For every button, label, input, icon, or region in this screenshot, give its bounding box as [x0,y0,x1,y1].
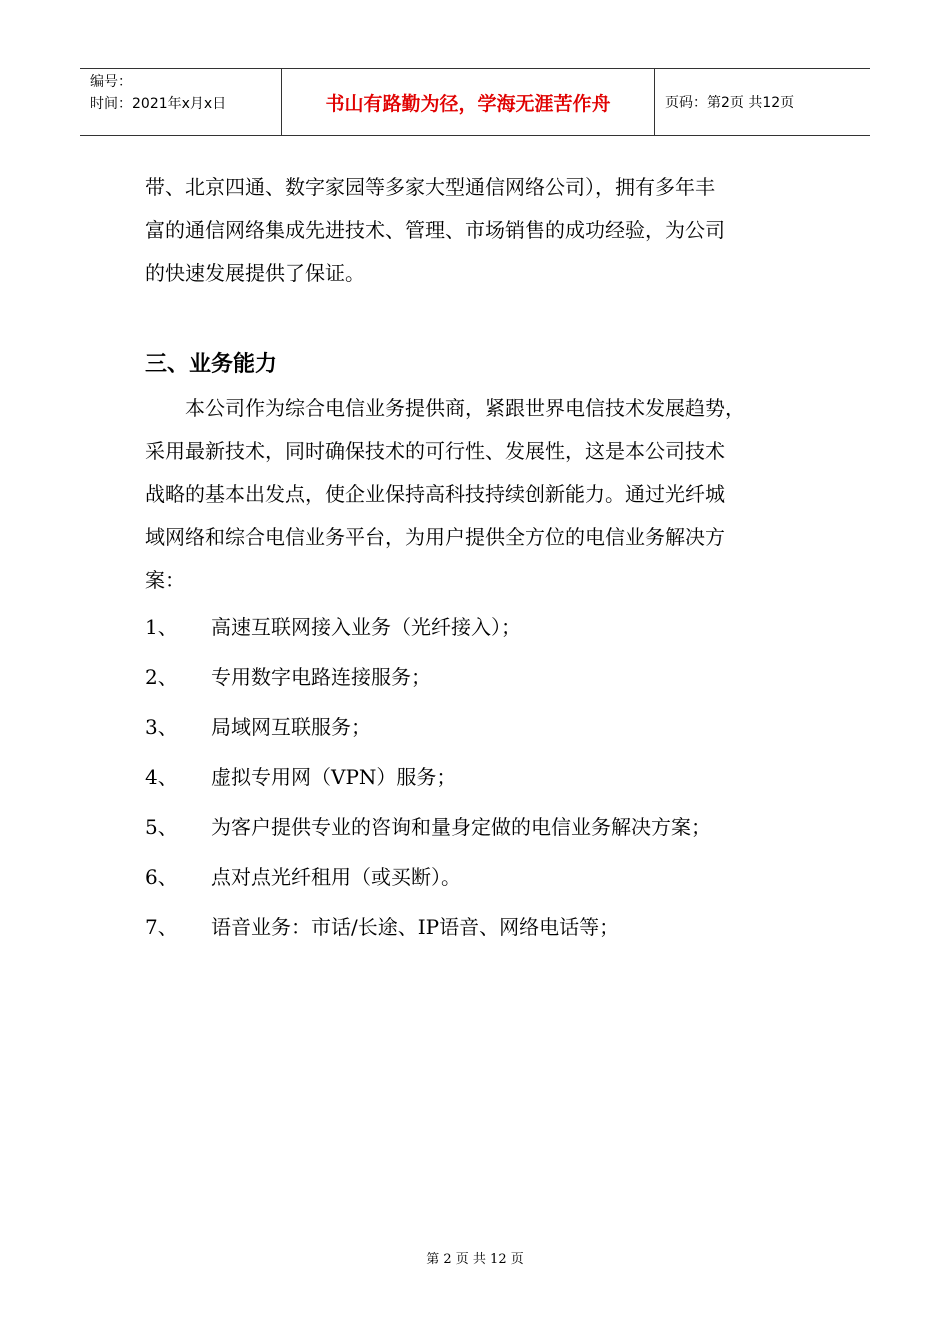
list-item [145,852,845,902]
paragraph-line: 富的通信网络集成先进技术、管理、市场销售的成功经验，为公司 [145,218,725,242]
paragraph-line: 案： [145,568,185,592]
paragraph-line: 采用最新技术，同时确保技术的可行性、发展性，这是本公司技术 [145,439,725,463]
header-meta [80,69,282,135]
list-text: 语音业务：市话/长途、IP语音、网络电话等； [211,915,620,939]
list-number: 3、 [145,715,178,739]
header-page-info: 页码：第2页 共12页 [665,95,795,111]
list-text: 高速互联网接入业务（光纤接入）； [211,615,521,639]
list-text: 虚拟专用网（VPN）服务； [211,765,457,789]
list-text: 点对点光纤租用（或买断）。 [211,865,461,889]
header-motto: 书山有路勤为径，学海无涯苦作舟 [282,69,655,135]
paragraph-1 [145,166,845,295]
paragraph-line: 战略的基本出发点，使企业保持高科技持续创新能力。通过光纤城 [145,482,725,506]
list-number: 7、 [145,915,178,939]
paragraph-2 [145,387,845,602]
list-item [145,902,845,952]
code-label: 编号： [90,74,132,90]
paragraph-line: 本公司作为综合电信业务提供商，紧跟世界电信技术发展趋势， [145,396,745,420]
paragraph-line: 的快速发展提供了保证。 [145,261,365,285]
list-number: 2、 [145,665,178,689]
list-item [145,602,845,652]
list-item [145,802,845,852]
paragraph-line: 带、北京四通、数字家园等多家大型通信网络公司），拥有多年丰 [145,175,715,199]
list-number: 6、 [145,865,178,889]
page-header [80,68,870,136]
list-item [145,652,845,702]
time-label: 时间：2021年x月x日 [90,96,227,112]
paragraph-line: 域网络和综合电信业务平台，为用户提供全方位的电信业务解决方 [145,525,725,549]
page-footer: 第 2 页 共 12 页 [426,1252,524,1267]
list-number: 1、 [145,615,178,639]
list-number: 5、 [145,815,178,839]
list-text: 专用数字电路连接服务； [211,665,431,689]
list-item [145,702,845,752]
list-text: 为客户提供专业的咨询和量身定做的电信业务解决方案； [211,815,711,839]
list-item [145,752,845,802]
list-number: 4、 [145,765,178,789]
service-list [145,602,845,952]
section-title: 三、业务能力 [145,352,278,377]
list-text: 局域网互联服务； [211,715,371,739]
document-body [145,166,845,952]
